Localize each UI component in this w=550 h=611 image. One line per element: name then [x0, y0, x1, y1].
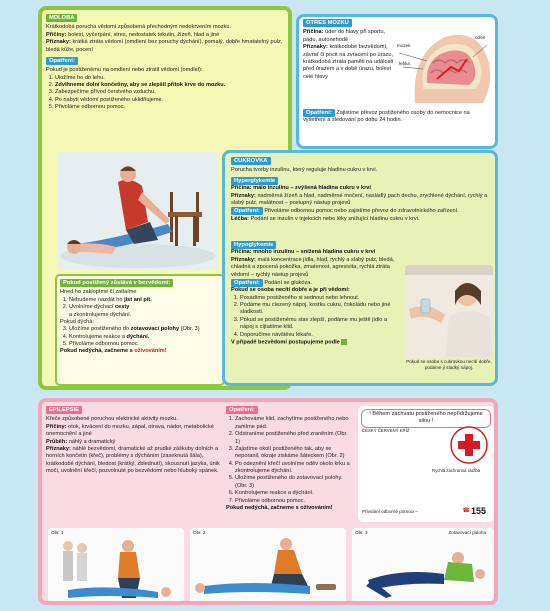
label-otres: otřes — [475, 35, 486, 40]
cukrovka-intro: Porucha tvorby inzulínu, který reguluje hladinu cukru v krvi. — [231, 167, 378, 174]
otres-opatreni-tag: Opatření: — [303, 109, 335, 117]
hypo-tag: Hypoglykemie — [231, 241, 276, 249]
epilepsie-step: 1. Zachováme klid, zachytíme postiženého nebo zamíme pád. — [235, 416, 354, 431]
unconscious-breathing: Pokud dýchá: — [60, 318, 94, 325]
unconscious-final: Pokud nedýchá, začneme s oživováním! — [60, 348, 167, 355]
unconscious-step: 2. Uvolníme dýchací cesty a zkontrolujeme dýchání. — [69, 304, 220, 319]
otres-pricina: Příčina: úder do hlavy při sportu, pádu, autonehodě — [303, 29, 386, 43]
unconscious-step: 1. Nebudeme nazdát ho jist ani pít. — [69, 297, 220, 304]
epilepsie-panel — [38, 398, 498, 605]
unconscious-title: Pokud postižený zůstává v bezvědomí: — [60, 279, 173, 287]
mdloba-priznaky: Příznaky: krátká ztráta vědomí (omdlení bez poruchy dýchání), pomalý, dobře hmatatelný pulz, bledá kůže, pocení — [46, 39, 283, 53]
mdloba-step: 2. Zdvihneme dolní končetiny, aby se zlepšil přítok krve do mozku. — [55, 82, 288, 89]
mdloba-step: 1. Uložíme ho do lehu. — [55, 75, 288, 82]
unconscious-steps-2 — [60, 326, 220, 348]
obr2-label: Obr. 2 — [193, 530, 206, 535]
mdloba-step: 3. Zabezpečíme přívod čerstvého vzduchu. — [55, 89, 288, 96]
unconscious-steps — [60, 297, 220, 319]
emergency-label: Rychlá záchranná služba — [431, 468, 480, 473]
epilepsie-intro: Křeče způsobené poruchou elektrické aktivity mozku. — [46, 416, 178, 423]
epilepsie-step: 6. Kontrolujeme reakce a dýchání. — [235, 490, 354, 497]
epilepsie-step: 2. Odstraníme postiženého před zraněním (Obr. 1) — [235, 431, 354, 446]
drink-caption: Pokud se osoba s cukrovkou necítí dobře, podáme jí sladký nápoj. — [406, 359, 492, 370]
otres-panel — [296, 14, 498, 149]
hyper-lecba: Léčba: Podání se inzulín v injekcích nebo léky snižující hladinu cukru v krvi. — [231, 215, 420, 222]
hypo-step: 3. Pokud se postiženému stav zlepší, podáme mu ještě jídlo a nápoj s cíjtatiíme klid. — [240, 317, 401, 332]
logo-text: ČESKÝ ČERVENÝ KŘÍŽ — [362, 428, 410, 433]
epilepsie-step: 3. Zajistíme okolí postiženého tak, aby se neporanil, okraje ziskáme šáteckem (Obr. 2) — [235, 446, 354, 461]
green-square-icon — [341, 339, 347, 345]
unconscious-subpanel — [55, 274, 225, 386]
obr1-label: Obr. 1 — [51, 530, 64, 535]
fainting-illustration — [58, 152, 218, 270]
epilepsie-steps — [226, 416, 354, 505]
hypo-step: 1. Posadíme postiženého si sednout nebo lehnout. — [240, 295, 401, 302]
otres-opatreni: Zajistíme převoz postiženého osoby do nemocnice na vyšetření a sledování po dobu 24 hodin. — [303, 110, 470, 124]
phone-number[interactable]: ☎ 155 — [462, 506, 486, 517]
figure-obr1 — [48, 528, 184, 602]
epilepsie-step: 7. Přivoláme odbornou pomoc. — [235, 498, 354, 505]
mdloba-step: 5. Přivoláme odbornou pomoc. — [55, 104, 288, 111]
hyper-pricina: Příčina: málo inzulínu – zvýšená hladina cukru v krvi — [231, 185, 371, 192]
epilepsie-note: ! Během záchvatu postiženého nepřidržujeme silou ! — [361, 409, 491, 428]
figure-obr3 — [352, 528, 494, 602]
cukrovka-panel — [222, 150, 498, 386]
hypo-pricina: Příčina: mnoho inzulínu – snížená hladina cukru v krvi — [231, 249, 376, 256]
otres-title: OTRES MOZKU — [303, 19, 352, 27]
epilepsie-step: 4. Po odeznění křečí uvolníme oděv okolo krku a zkontrolujeme dýchání. — [235, 461, 354, 476]
unconscious-intro: Hned ho zaklopíme či zatlaíme — [60, 289, 137, 296]
hypo-steps — [231, 295, 401, 339]
cukrovka-title: CUKROVKA — [231, 157, 271, 165]
mdloba-step: 4. Po nabytí vědomí postiženého uklidňujeme. — [55, 97, 288, 104]
epilepsie-title: EPILEPSIE — [46, 406, 82, 414]
epilepsie-final: Pokud nedýchá, začneme s oživováním! — [226, 504, 333, 511]
epilepsie-opatreni-tag: Opatření: — [226, 406, 258, 414]
epilepsie-step: 5. Uložíme postiženého do zotavovací polohy. (Obr. 3) — [235, 475, 354, 490]
phone-icon: ☎ — [462, 508, 470, 515]
epilepsie-prubeh: Průběh: náhlý a dramatický — [46, 438, 116, 445]
mdloba-intro: Krátkodobá porucha vědomí způsobená přechodným nedokrvením mozku. — [46, 24, 232, 31]
emergency-call — [362, 506, 486, 518]
hyper-priznaky: Příznaky: nadměrná žízeň a hlad, nadměrné močení, nasládlý pach dechu, zrychlené dýchání, rychlý a slabý pulz, malátnost – postupný nástup projevů — [231, 192, 488, 206]
brain-diagram — [397, 23, 495, 107]
mdloba-steps — [46, 75, 288, 112]
hypo-lead: Pokud se osoba necítí dobře a je při vědomí: — [231, 287, 350, 294]
drink-photo — [405, 265, 493, 357]
epilepsie-priciny: Příčiny: otok, krvácení do mozku, zápal, otrava, nádor, metabolické onemocnění a jiné — [46, 423, 214, 438]
hypo-step: 4. Doporučíme návštěvu lékaře. — [240, 332, 401, 339]
hypo-priznaky: Příznaky: malá koncentrace jídla, hlad, rychlý a slabý pulz, bledá, chladná a zpocená pokožka, zmatenost, agresivita, rychlá ztráta vědomí – rychlý nástup projevů — [231, 256, 395, 278]
call-text: Přivolání odborné pomoci – — [362, 509, 418, 515]
hypo-opatreni: Opatření: Podání se glukóza. — [231, 279, 401, 287]
epilepsie-info-box — [358, 406, 494, 522]
hyper-opatreni: Opatření: Přivoláme odbornou pomoc nebo zajistíme převoz do zdravotnického zařízení. — [231, 207, 493, 215]
hypo-final: V případě bezvědomí postupujeme podle — [231, 339, 401, 347]
unconscious-step: 3. Uložíme postiženého do zotavovací polohy (Obr. 3) — [69, 326, 220, 333]
recovery-label: Zotavovací poloha — [448, 530, 486, 535]
mdloba-title: MDLOBA — [46, 14, 77, 22]
label-mozek: mozek — [397, 43, 411, 48]
epilepsie-priznaky: Příznaky: náhlé bezvědomí, dramatické až prudké záškuby dolních a horních končetin (křeč), problémy s dýcháním (zaseknutá šála), krátkodobé dýchání, bledost (krátký, zblednutí), skousnutí jazyka, únik moči, uvolnění křečí, pozvolnuté po bezvědomí nebo hluboký spánek. — [46, 445, 220, 474]
unconscious-step: 5. Přivoláme odbornou pomoc. — [69, 341, 220, 348]
figure-obr2 — [190, 528, 346, 602]
mdloba-opatreni-intro: Pokud je postiženému na omdlení nebo ztratil vědomí (omdlel): — [46, 67, 203, 74]
mdloba-opatreni-tag: Opatření: — [46, 57, 78, 65]
obr3-label: Obr. 3 — [355, 530, 368, 535]
label-lebka: lebka — [399, 61, 410, 66]
mdloba-priciny: Příčiny: bolest, vyčerpání, stres, nedostatek tekutin, žízeň, hlad a jiné — [46, 31, 220, 38]
hypo-step: 2. Podáme mu cíezený nápoj, kostku cukru, čokoládu nebo jiné sladkosti. — [240, 302, 401, 317]
otres-priznaky: Příznaky: krátkodobé bezvědomí, závrať či pocit na zvracení po úrazu, krátkodobá ztráta paměti na události před úrazem a v době úrazu, bolest celé hlavy — [303, 44, 394, 80]
red-cross-logo — [450, 426, 488, 464]
unconscious-step: 4. Kontrolujeme reakce a dýchání. — [69, 334, 220, 341]
hyper-tag: Hyperglykemie — [231, 177, 278, 185]
